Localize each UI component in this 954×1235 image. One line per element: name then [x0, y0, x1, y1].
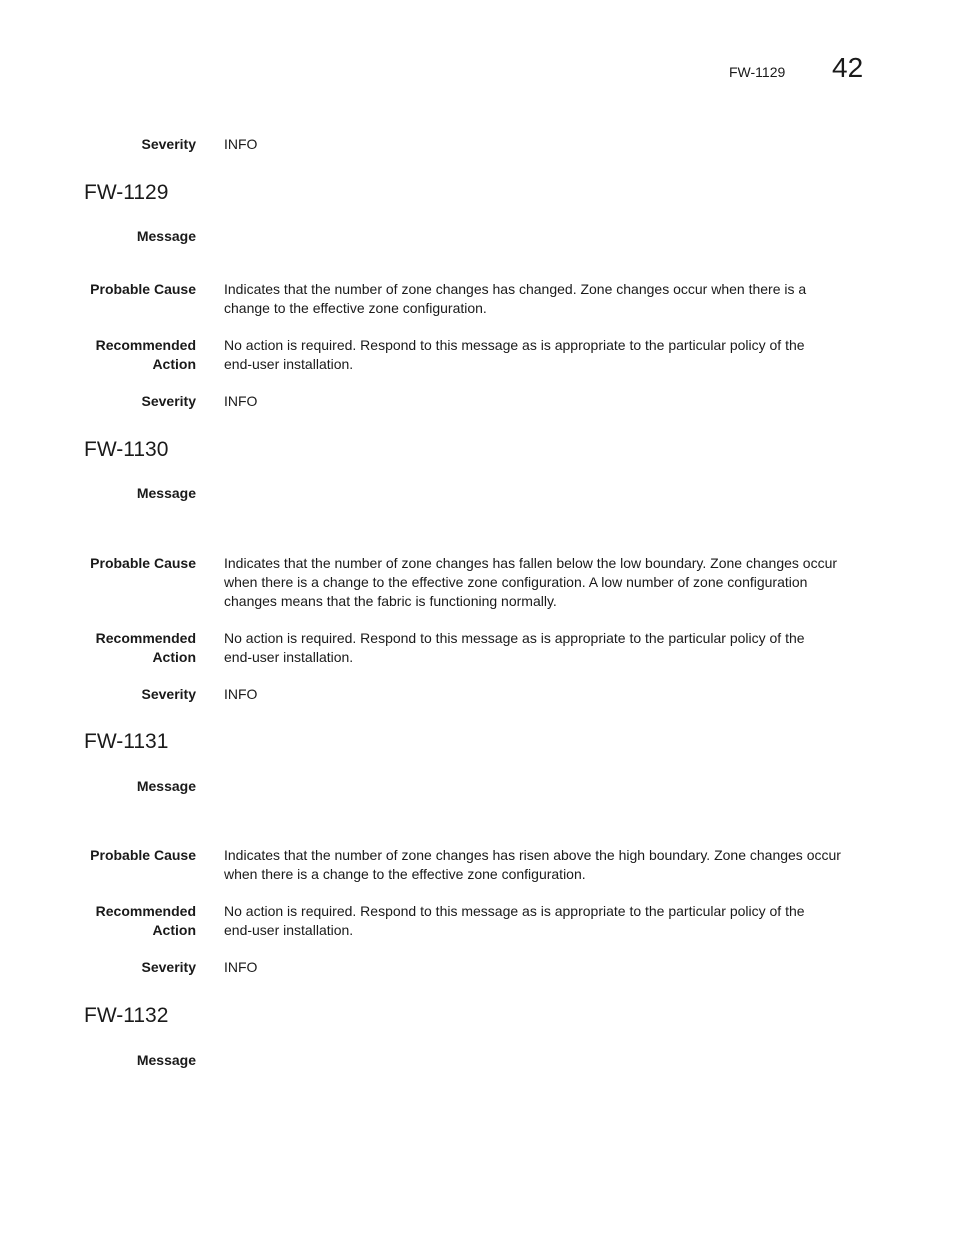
severity-value: INFO — [224, 959, 258, 975]
recommended-action-label — [60, 336, 196, 374]
chapter-number: 42 — [832, 52, 864, 83]
recommended-action-text — [224, 336, 872, 374]
probable-cause-label: Probable Cause — [90, 281, 196, 297]
severity-label: Severity — [141, 959, 196, 975]
probable-cause-label: Probable Cause — [90, 847, 196, 863]
text-line: when there is a change to the effective zone configuration. A low number of zone configuration — [224, 574, 808, 590]
severity-value: INFO — [224, 393, 258, 409]
entry-title-fw-1131: FW-1131 — [84, 730, 169, 753]
text-line: end-user installation. — [224, 922, 354, 938]
text-line: Indicates that the number of zone changes has risen above the high boundary. Zone changes occur — [224, 847, 841, 863]
severity-label: Severity — [141, 686, 196, 702]
message-label: Message — [136, 778, 196, 794]
entry-title-fw-1130: FW-1130 — [84, 438, 169, 461]
probable-cause-text — [224, 554, 872, 611]
text-line: changes means that the fabric is functioning normally. — [224, 593, 557, 609]
text-line: No action is required. Respond to this message as is appropriate to the particular policy of the — [224, 903, 805, 919]
text-line: Indicates that the number of zone changes has fallen below the low boundary. Zone changes occur — [224, 555, 838, 571]
recommended-action-text — [224, 629, 872, 667]
label-line: Action — [152, 356, 196, 372]
running-header-section: FW-1129 — [729, 64, 786, 80]
text-line: end-user installation. — [224, 356, 354, 372]
probable-cause-text — [224, 846, 872, 884]
message-label: Message — [136, 485, 196, 501]
recommended-action-label — [60, 629, 196, 667]
text-line: when there is a change to the effective zone configuration. — [224, 866, 586, 882]
label-line: Recommended — [95, 630, 196, 646]
label-line: Action — [152, 922, 196, 938]
entry-title-fw-1129: FW-1129 — [84, 181, 169, 204]
recommended-action-text — [224, 902, 872, 940]
text-line: change to the effective zone configuration. — [224, 300, 487, 316]
severity-label: Severity — [141, 136, 196, 152]
message-label: Message — [136, 1052, 196, 1068]
text-line: No action is required. Respond to this message as is appropriate to the particular policy of the — [224, 630, 805, 646]
entry-title-fw-1132: FW-1132 — [84, 1004, 169, 1027]
recommended-action-label — [60, 902, 196, 940]
severity-value: INFO — [224, 686, 258, 702]
probable-cause-text — [224, 280, 872, 318]
label-line: Recommended — [95, 903, 196, 919]
text-line: No action is required. Respond to this message as is appropriate to the particular policy of the — [224, 337, 805, 353]
text-line: end-user installation. — [224, 649, 354, 665]
label-line: Recommended — [95, 337, 196, 353]
message-label: Message — [136, 228, 196, 244]
probable-cause-label: Probable Cause — [90, 555, 196, 571]
severity-value: INFO — [224, 136, 258, 152]
label-line: Action — [152, 649, 196, 665]
text-line: Indicates that the number of zone changes has changed. Zone changes occur when there is a — [224, 281, 807, 297]
severity-label: Severity — [141, 393, 196, 409]
